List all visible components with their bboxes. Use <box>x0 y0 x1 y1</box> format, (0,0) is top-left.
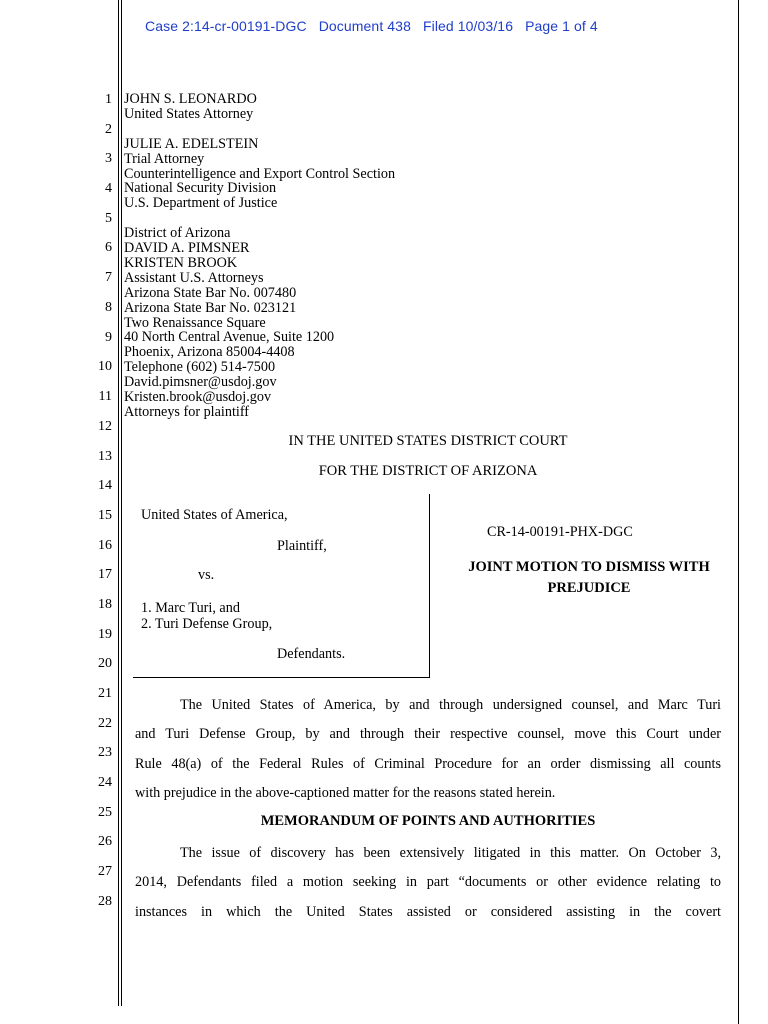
motion-paragraph <box>135 691 721 809</box>
case-number: CR-14-00191-PHX-DGC <box>487 524 633 540</box>
line-number: 19 <box>98 627 112 642</box>
defendant-2: 2. Turi Defense Group, <box>141 616 273 632</box>
attorney-line: Telephone (602) 514-7500 <box>124 359 276 376</box>
defendant-1: 1. Marc Turi, and <box>141 600 240 616</box>
left-margin-rule <box>118 0 119 1006</box>
attorney-line: District of Arizona <box>124 225 231 242</box>
title-line: JOINT MOTION TO DISMISS WITH <box>468 559 710 575</box>
line-number: 12 <box>98 419 112 434</box>
attorney-line: KRISTEN BROOK <box>124 254 238 271</box>
attorney-line: Trial Attorney <box>124 150 205 167</box>
ecf-header <box>145 18 598 34</box>
court-name: IN THE UNITED STATES DISTRICT COURT <box>288 433 568 449</box>
attorney-line: JULIE A. EDELSTEIN <box>124 135 259 152</box>
attorney-line: United States Attorney <box>124 105 254 122</box>
defendants-label: Defendants. <box>277 646 346 662</box>
paragraph-line: 2014, Defendants filed a motion seeking in part “documents or other evidence relating to <box>135 874 721 891</box>
caption-divider-horizontal <box>133 677 430 678</box>
attorney-line: Counterintelligence and Export Control Section <box>124 165 396 182</box>
attorney-line: Arizona State Bar No. 023121 <box>124 299 297 316</box>
plaintiff-name: United States of America, <box>141 507 288 523</box>
paragraph-line: instances in which the United States assisted or considered assisting in the covert <box>135 903 721 920</box>
attorney-line: JOHN S. LEONARDO <box>124 91 257 107</box>
attorney-line: Kristen.brook@usdoj.gov <box>124 389 272 406</box>
right-margin-rule <box>738 0 739 1024</box>
line-number: 27 <box>98 864 112 879</box>
line-number: 16 <box>98 538 112 553</box>
memorandum-heading: MEMORANDUM OF POINTS AND AUTHORITIES <box>260 813 596 829</box>
line-number: 7 <box>105 270 112 285</box>
attorney-line: 40 North Central Avenue, Suite 1200 <box>124 329 335 346</box>
line-number: 18 <box>98 597 112 612</box>
line-number: 4 <box>105 181 112 196</box>
attorney-line: Attorneys for plaintiff <box>124 404 250 420</box>
title-line: PREJUDICE <box>547 580 631 596</box>
court-district: FOR THE DISTRICT OF ARIZONA <box>318 463 538 479</box>
filed-date-header: Filed 10/03/16 <box>422 18 514 34</box>
line-number: 22 <box>98 716 112 731</box>
case-number-header: Case 2:14-cr-00191-DGC <box>145 18 307 34</box>
line-number: 20 <box>98 656 112 671</box>
line-number: 26 <box>98 834 112 849</box>
page-indicator: Page 1 of 4 <box>525 18 598 34</box>
line-number: 24 <box>98 775 112 790</box>
line-number: 6 <box>105 240 112 255</box>
versus-label: vs. <box>198 567 215 583</box>
attorney-line: National Security Division <box>124 180 277 197</box>
paragraph-line: Rule 48(a) of the Federal Rules of Criminal Procedure for an order dismissing all counts <box>135 755 721 772</box>
attorney-line: Arizona State Bar No. 007480 <box>124 284 297 301</box>
line-number: 25 <box>98 805 112 820</box>
line-number: 11 <box>98 389 112 404</box>
line-number: 17 <box>98 567 112 582</box>
memorandum-paragraph <box>135 839 721 927</box>
paragraph-line: and Turi Defense Group, by and through their respective counsel, move this Court under <box>135 726 721 743</box>
paragraph-line: The issue of discovery has been extensively litigated in this matter. On October 3, <box>180 845 721 861</box>
paragraph-line: with prejudice in the above-captioned matter for the reasons stated herein. <box>135 785 556 802</box>
attorney-line: DAVID A. PIMSNER <box>124 240 250 257</box>
line-number: 1 <box>105 92 112 107</box>
line-number: 23 <box>98 745 112 760</box>
paragraph-line: The United States of America, by and through undersigned counsel, and Marc Turi <box>180 697 721 713</box>
left-margin-rule-inner <box>121 0 122 1006</box>
line-number: 13 <box>98 449 112 464</box>
attorney-block <box>124 92 395 420</box>
attorney-line: Assistant U.S. Attorneys <box>124 269 264 286</box>
line-number: 10 <box>98 359 112 374</box>
attorney-line: U.S. Department of Justice <box>124 195 278 212</box>
plaintiff-label: Plaintiff, <box>277 538 327 554</box>
line-number: 14 <box>98 478 112 493</box>
line-number: 9 <box>105 330 112 345</box>
line-number: 5 <box>105 211 112 226</box>
caption-divider-vertical <box>429 494 430 678</box>
attorney-line: Phoenix, Arizona 85004-4408 <box>124 344 295 361</box>
line-number: 8 <box>105 300 112 315</box>
line-number: 15 <box>98 508 112 523</box>
line-number: 21 <box>98 686 112 701</box>
line-number: 28 <box>98 894 112 909</box>
document-number-header: Document 438 <box>318 18 411 34</box>
attorney-line: David.pimsner@usdoj.gov <box>124 374 277 391</box>
line-number: 3 <box>105 151 112 166</box>
line-number: 2 <box>105 122 112 137</box>
document-title <box>448 557 730 599</box>
attorney-line: Two Renaissance Square <box>124 314 266 331</box>
